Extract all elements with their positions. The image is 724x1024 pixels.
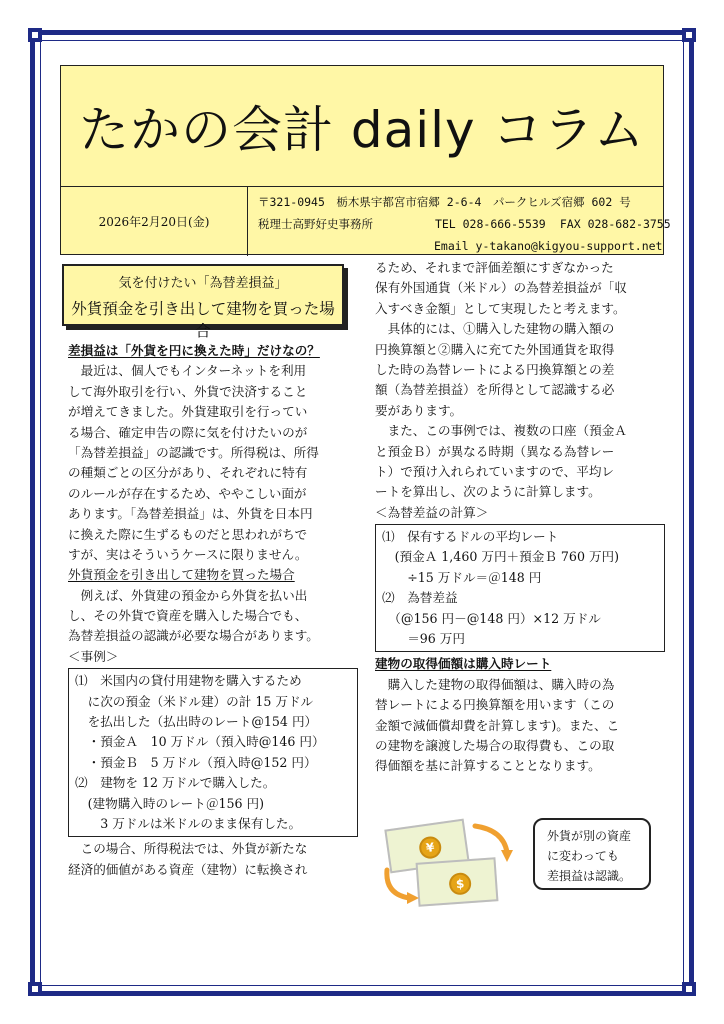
section-heading: 外貨預金を引き出して建物を買った場合 — [68, 567, 295, 583]
paragraph-line: 額（為替差損益）を所得として認識する必 — [375, 382, 615, 398]
bubble-line: 外貨が別の資産 — [547, 829, 632, 843]
example-line: ・預金Ｂ 5 万ドル（預入時@152 円） — [75, 754, 317, 770]
paragraph-line: る場合、確定申告の際に気を付けたいのが — [68, 424, 308, 440]
right-column — [375, 258, 665, 777]
office-name: 税理士高野好史事務所 — [258, 217, 373, 231]
calc-line: （@156 円－@148 円）×12 万ドル — [382, 610, 601, 626]
office-fax: FAX 028-682-3755 — [559, 217, 671, 231]
article-headline-box — [62, 264, 344, 340]
masthead — [60, 65, 671, 255]
paragraph-line: 金額で減価償却費を計算します)。また、こ — [375, 717, 620, 733]
office-contact-line — [258, 213, 671, 235]
paragraph-line: 得価額を基に計算することとなります。 — [375, 758, 601, 774]
example-line: ・預金Ａ 10 万ドル（預入時@146 円） — [75, 734, 325, 750]
example-line: を払出した（払出時のレート@154 円） — [75, 714, 318, 730]
paragraph-line: 為替差損益の認識が必要な場合があります。 — [68, 628, 319, 644]
office-email: Email y-takano@kigyou-support.net — [434, 239, 663, 253]
newsletter-title: たかの会計 daily コラム — [78, 101, 646, 159]
paragraph-line: るため、それまで評価差額にすぎなかった — [375, 260, 614, 275]
calc-line: ⑴ 保有するドルの平均レート — [382, 529, 559, 545]
paragraph-line: 保有外国通貨（米ドル）の為替差損益が「収 — [375, 280, 627, 296]
paragraph-line: 円換算額と②購入に充てた外国通貨を取得 — [375, 341, 615, 357]
issue-date: 2026年2月20日(金) — [98, 214, 210, 229]
paragraph-line: の種類ごとの区分があり、それぞれに特有 — [68, 465, 308, 481]
calc-line: (預金Ａ 1,460 万円＋預金Ｂ 760 万円) — [382, 549, 620, 565]
example-line: ⑵ 建物を 12 万ドルで購入した。 — [75, 775, 276, 791]
paragraph-line: し、その外貨で資産を購入した場合でも、 — [68, 608, 308, 624]
calc-label: ＜為替差益の計算＞ — [375, 504, 489, 520]
paragraph-line: 購入した建物の取得価額は、購入時の為 — [375, 676, 615, 692]
calc-line: ＝96 万円 — [382, 631, 465, 647]
paragraph-line: ト）で預け入れられていますので、平均レ — [375, 463, 615, 479]
corner-ornament — [28, 982, 42, 996]
office-address: 〒321-0945 栃木県宇都宮市宿郷 2-6-4 パークヒルズ宿郷 602 号 — [258, 195, 631, 209]
paragraph-line: ートを算出し、次のように計算します。 — [375, 484, 601, 500]
section-heading: 差損益は「外貨を円に換えた時」だけなの？ — [68, 343, 320, 358]
paragraph-line: が増えてきました。外貨建取引を行ってい — [68, 404, 308, 420]
example-line: (建物購入時のレート＠156 円) — [75, 795, 264, 811]
corner-ornament — [28, 28, 42, 42]
currency-exchange-illustration — [375, 818, 665, 908]
paragraph-line: 経済的価値がある資産（建物）に転換され — [68, 861, 308, 877]
calc-line: ÷15 万ドル＝＠148 円 — [382, 569, 542, 585]
office-contact — [258, 191, 671, 257]
paragraph-line: の建物を譲渡した場合の取得費も、この取 — [375, 737, 615, 753]
paragraph-line: して海外取引を行い、外貨で決済すること — [68, 383, 308, 399]
yen-icon: ¥ — [418, 835, 443, 860]
paragraph-line: のルールが存在するため、ややこしい面が — [68, 485, 307, 501]
masthead-vertical-divider — [247, 186, 248, 256]
paragraph-line: と預金Ｂ）が異なる時期（異なる為替レー — [375, 443, 615, 459]
headline-title: 外貨預金を引き出して建物を買った場合 — [71, 300, 335, 340]
paragraph-line: 具体的には、①購入した建物の購入額の — [375, 321, 615, 337]
paragraph-line: 「為替差損益」の認識です。所得税は、所得 — [68, 444, 319, 460]
exchange-arrows-icon — [375, 818, 535, 908]
example-line: 3 万ドルは米ドルのまま保有した。 — [75, 815, 302, 831]
paragraph-line: 入すべき金額」として実現したと考えます。 — [375, 300, 626, 316]
example-label: ＜事例＞ — [68, 648, 119, 664]
calculation-box — [375, 524, 665, 652]
paragraph-line: した時の為替レートによる円換算額との差 — [375, 361, 615, 377]
speech-bubble — [533, 818, 651, 890]
left-column — [68, 341, 358, 880]
example-line: に次の預金（米ドル建）の計 15 万ドル — [75, 693, 314, 709]
calc-line: ⑵ 為替差益 — [382, 590, 458, 606]
example-line: ⑴ 米国内の貸付用建物を購入するため — [75, 673, 302, 689]
headline-subtitle: 気を付けたい「為替差損益」 — [118, 276, 288, 291]
paragraph-line: 替レートによる円換算額を用います（この — [375, 697, 615, 713]
paragraph-line: この場合、所得税法では、外貨が新たな — [68, 841, 308, 857]
paragraph-line: あります。「為替差損益」は、外貨を日本円 — [68, 506, 313, 522]
paragraph-line: 要があります。 — [375, 402, 463, 418]
paragraph-line: すが、実はそういうケースに限りません。 — [68, 546, 308, 562]
paragraph-line: 最近は、個人でもインターネットを利用 — [68, 363, 307, 379]
dollar-icon: $ — [448, 872, 471, 895]
section-heading: 建物の取得価額は購入時レート — [375, 656, 552, 672]
paragraph-line: に換えた際に生ずるものだと思われがちで — [68, 526, 308, 542]
bubble-line: に変わっても — [547, 849, 619, 863]
corner-ornament — [682, 982, 696, 996]
example-box — [68, 668, 358, 837]
paragraph-line: また、この事例では、複数の口座（預金Ａ — [375, 423, 627, 439]
office-tel: TEL 028-666-5539 — [434, 217, 546, 231]
bubble-line: 差損益は認識。 — [547, 869, 632, 883]
paragraph-line: 例えば、外貨建の預金から外貨を払い出 — [68, 587, 308, 603]
corner-ornament — [682, 28, 696, 42]
